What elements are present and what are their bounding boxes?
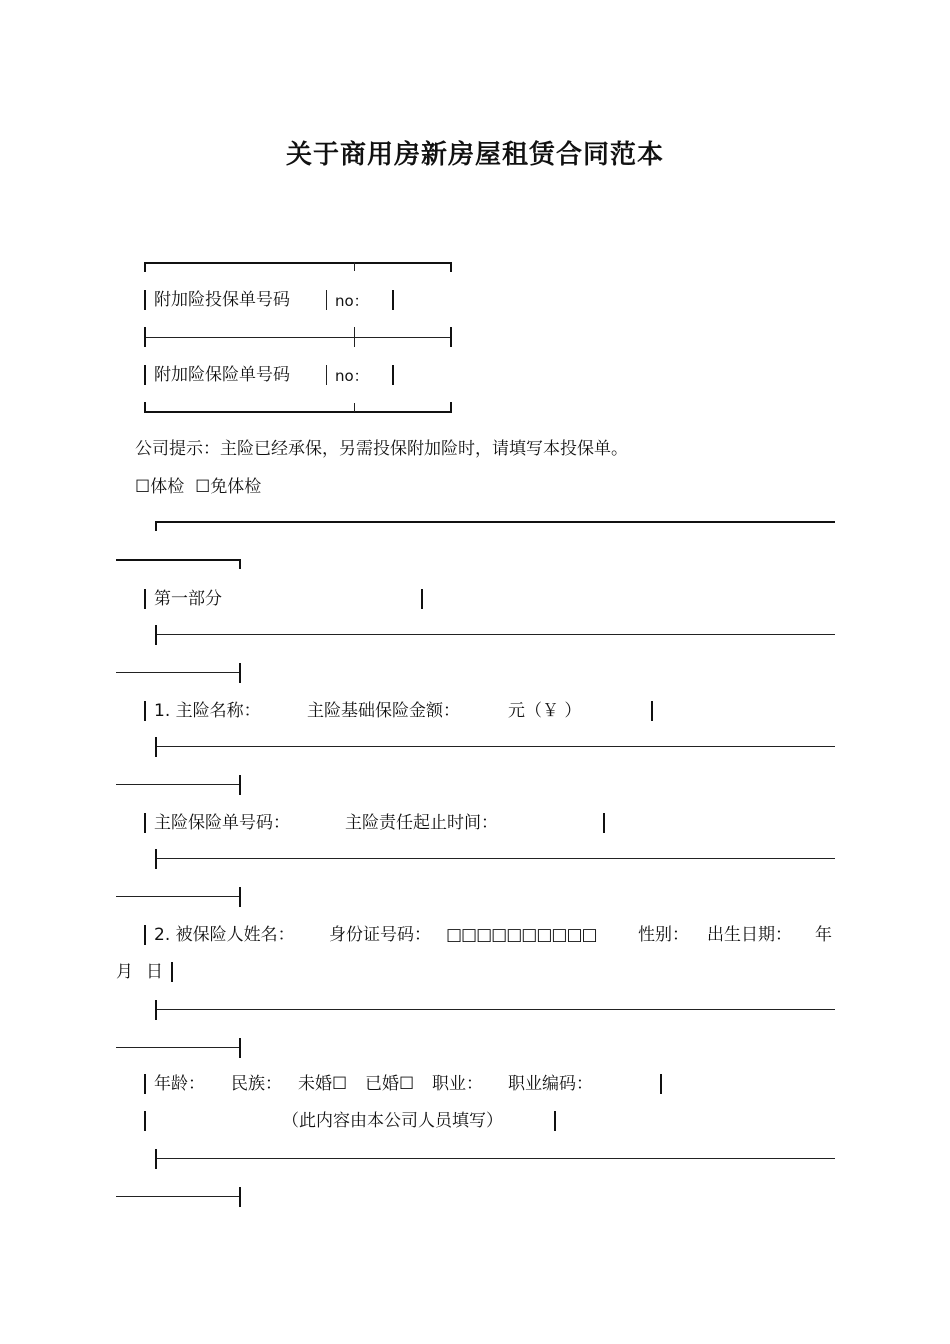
row-right-border — [660, 1074, 662, 1094]
separator-left — [155, 625, 157, 645]
row-right-border — [603, 813, 605, 833]
form-separator — [155, 1158, 835, 1159]
exam-checkbox[interactable]: ☐ — [135, 477, 151, 497]
form-separator-wrap — [116, 784, 241, 785]
row-left-border — [144, 290, 146, 310]
table-bottom-border — [144, 411, 452, 413]
id-number-boxes[interactable]: □□□□□□□□□□ — [446, 925, 597, 945]
row-right-border — [392, 290, 394, 310]
married-option[interactable]: 已婚☐ — [365, 1074, 415, 1094]
row-left-border — [144, 701, 146, 721]
addon-application-no-label: 附加险投保单号码 — [154, 290, 290, 310]
id-number-label: 身份证号码： — [329, 925, 431, 945]
separator-right — [239, 663, 241, 683]
addon-policy-no-label: 附加险保险单号码 — [154, 365, 290, 385]
part-title: 第一部分 — [154, 589, 222, 609]
separator-right — [239, 1187, 241, 1207]
row-right-border — [554, 1111, 556, 1131]
table-tick — [354, 403, 355, 412]
no-exam-checkbox[interactable]: ☐ — [195, 477, 211, 497]
row-right-border — [392, 365, 394, 385]
form-separator-wrap — [116, 1196, 241, 1197]
form-top-border — [155, 521, 835, 523]
separator-left — [155, 849, 157, 869]
row-left-border — [144, 365, 146, 385]
table-corner — [450, 262, 452, 272]
addon-policy-no-field: no： — [335, 367, 369, 385]
separator-left — [155, 1000, 157, 1020]
table-top-border — [144, 262, 452, 264]
form-separator-wrap — [116, 1047, 241, 1048]
table-middle-border — [144, 337, 452, 338]
gender-label: 性别： — [638, 925, 689, 945]
row-left-border — [144, 925, 146, 945]
row-divider — [326, 290, 327, 310]
form-separator — [155, 858, 835, 859]
table-tick — [354, 262, 355, 271]
table-corner — [144, 402, 146, 413]
row-right-border — [171, 962, 173, 982]
form-separator — [155, 634, 835, 635]
row-left-border — [144, 1111, 146, 1131]
form-top-border-wrap — [116, 559, 241, 561]
separator-right — [239, 887, 241, 907]
table-corner — [450, 402, 452, 413]
no-exam-option-label: 免体检 — [210, 477, 262, 497]
row-divider — [326, 365, 327, 385]
month-label: 月 — [116, 962, 133, 982]
day-label: 日 — [146, 962, 163, 982]
year-label: 年 — [815, 925, 832, 945]
main-base-amount-label: 主险基础保险金额： — [307, 701, 460, 721]
separator-right — [239, 775, 241, 795]
row-right-border — [651, 701, 653, 721]
row-left-border — [144, 813, 146, 833]
occupation-code-label: 职业编码： — [508, 1074, 593, 1094]
occupation-label: 职业： — [432, 1074, 483, 1094]
table-mid-right — [450, 327, 452, 347]
form-corner — [239, 559, 241, 569]
insured-name-label: 2. 被保险人姓名： — [154, 925, 295, 945]
staff-fill-note: （此内容由本公司人员填写） — [282, 1111, 503, 1131]
separator-right — [239, 1038, 241, 1058]
table-tick — [354, 327, 355, 347]
table-mid-left — [144, 327, 146, 347]
table-corner — [144, 262, 146, 272]
form-separator-wrap — [116, 672, 241, 673]
form-separator — [155, 1009, 835, 1010]
age-label: 年龄： — [154, 1074, 205, 1094]
birth-date-label: 出生日期： — [707, 925, 792, 945]
form-separator — [155, 746, 835, 747]
row-left-border — [144, 589, 146, 609]
ethnicity-label: 民族： — [231, 1074, 282, 1094]
separator-left — [155, 1149, 157, 1169]
form-corner — [155, 521, 157, 531]
currency-label: 元（￥ ） — [508, 701, 582, 721]
exam-options — [135, 476, 261, 498]
coverage-period-label: 主险责任起止时间： — [345, 813, 498, 833]
row-left-border — [144, 1074, 146, 1094]
main-insurance-name-label: 1. 主险名称： — [154, 701, 261, 721]
document-title: 关于商用房新房屋租赁合同范本 — [285, 140, 664, 170]
row-right-border — [421, 589, 423, 609]
form-separator-wrap — [116, 896, 241, 897]
addon-application-no-field: no： — [335, 292, 369, 310]
company-notice: 公司提示：主险已经承保，另需投保附加险时，请填写本投保单。 — [135, 439, 628, 459]
exam-option-label: 体检 — [150, 477, 185, 497]
unmarried-option[interactable]: 未婚☐ — [298, 1074, 348, 1094]
separator-left — [155, 737, 157, 757]
main-policy-no-label: 主险保险单号码： — [154, 813, 290, 833]
